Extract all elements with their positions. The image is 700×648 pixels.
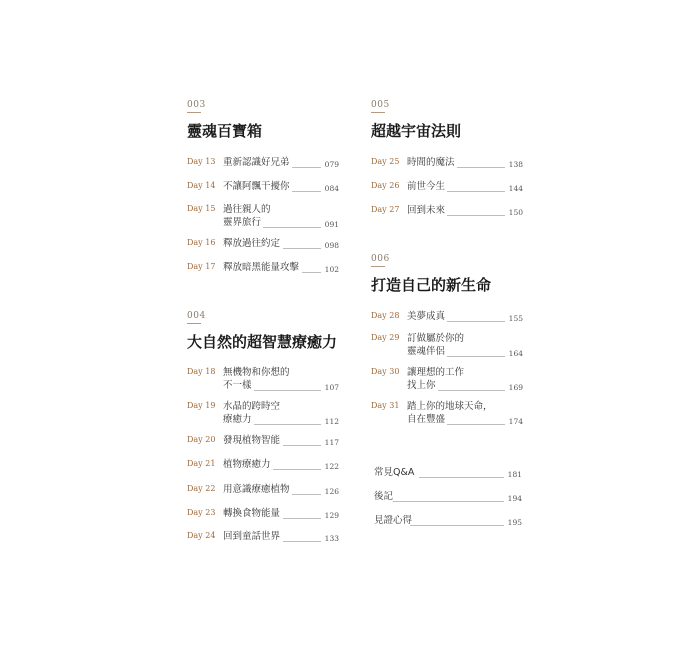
entry-page-number: 079 xyxy=(324,160,339,169)
entry-page-number: 133 xyxy=(324,534,339,543)
entry-page-number: 129 xyxy=(324,511,339,520)
entry-day-label: Day 23 xyxy=(187,508,216,517)
entry-page-number: 169 xyxy=(508,383,523,392)
section-title: 靈魂百寶箱 xyxy=(187,122,263,140)
leader-line xyxy=(254,390,321,391)
entry-day-label: Day 25 xyxy=(371,157,400,166)
entry-title: 用意識療癒植物 xyxy=(223,484,290,495)
toc-entry[interactable] xyxy=(371,311,523,324)
entry-title: 不一樣 xyxy=(223,380,252,391)
leader-line xyxy=(283,248,321,249)
entry-page-number: 195 xyxy=(507,518,522,527)
entry-title: 發現植物智能 xyxy=(223,435,281,446)
entry-day-label: Day 29 xyxy=(371,333,400,342)
leader-line xyxy=(283,445,321,446)
toc-section xyxy=(371,100,531,140)
section-number: 006 xyxy=(371,254,390,264)
leader-line xyxy=(263,227,321,228)
entry-page-number: 112 xyxy=(324,417,339,426)
entry-title: 自在豐盛 xyxy=(407,414,446,425)
section-number: 005 xyxy=(371,100,390,110)
entry-day-label: Day 30 xyxy=(371,367,400,376)
entry-page-number: 084 xyxy=(324,184,339,193)
toc-entry[interactable] xyxy=(371,157,523,170)
entry-title: 療癒力 xyxy=(223,414,252,425)
entry-page-number: 117 xyxy=(324,438,339,447)
entry-title: 踏上你的地球天命， xyxy=(407,401,493,412)
toc-entry[interactable] xyxy=(187,484,339,497)
leader-line xyxy=(254,424,321,425)
entry-title: 回到未來 xyxy=(407,205,446,216)
leader-line xyxy=(393,501,504,502)
entry-title: 回到童話世界 xyxy=(223,531,281,542)
toc-section xyxy=(187,311,347,351)
entry-day-label: Day 21 xyxy=(187,459,216,468)
entry-page-number: 122 xyxy=(324,462,339,471)
entry-page-number: 098 xyxy=(324,241,339,250)
entry-page-number: 091 xyxy=(324,220,339,229)
entry-page-number: 164 xyxy=(508,349,523,358)
entry-day-label: Day 18 xyxy=(187,367,216,376)
entry-page-number: 181 xyxy=(507,470,522,479)
leader-line xyxy=(302,272,321,273)
leader-line xyxy=(273,469,321,470)
entry-title: 見證心得 xyxy=(374,515,413,526)
section-number-underline xyxy=(371,266,385,267)
section-number-underline xyxy=(187,112,201,113)
toc-extra-entry[interactable] xyxy=(374,467,522,480)
toc-entry[interactable] xyxy=(187,401,339,427)
entry-day-label: Day 27 xyxy=(371,205,400,214)
toc-entry[interactable] xyxy=(187,181,339,194)
entry-title: 釋放暗黑能量攻擊 xyxy=(223,262,300,273)
section-number: 003 xyxy=(187,100,206,110)
leader-line xyxy=(438,390,505,391)
entry-day-label: Day 16 xyxy=(187,238,216,247)
entry-page-number: 126 xyxy=(324,487,339,496)
entry-title: 過往親人的 xyxy=(223,204,271,215)
entry-day-label: Day 22 xyxy=(187,484,216,493)
toc-entry[interactable] xyxy=(187,157,339,170)
entry-day-label: Day 26 xyxy=(371,181,400,190)
entry-title: 美夢成真 xyxy=(407,311,446,322)
entry-title: 釋放過往約定 xyxy=(223,238,281,249)
entry-page-number: 138 xyxy=(508,160,523,169)
entry-page-number: 150 xyxy=(508,208,523,217)
entry-title: 不讓阿飄干擾你 xyxy=(223,181,290,192)
entry-page-number: 107 xyxy=(324,383,339,392)
leader-line xyxy=(283,541,321,542)
entry-title: 後記 xyxy=(374,491,394,502)
toc-entry[interactable] xyxy=(187,204,339,230)
toc-section xyxy=(371,254,531,294)
entry-title: 找上你 xyxy=(407,380,436,391)
section-number: 004 xyxy=(187,311,206,321)
toc-entry[interactable] xyxy=(187,459,339,472)
toc-entry[interactable] xyxy=(187,367,339,393)
entry-page-number: 102 xyxy=(324,265,339,274)
leader-line xyxy=(447,321,505,322)
leader-line xyxy=(447,191,505,192)
entry-page-number: 144 xyxy=(508,184,523,193)
leader-line xyxy=(292,167,321,168)
leader-line xyxy=(457,167,505,168)
leader-line xyxy=(447,424,505,425)
entry-title: 水晶的跨時空 xyxy=(223,401,281,412)
entry-title: 訂做屬於你的 xyxy=(407,333,465,344)
toc-entry[interactable] xyxy=(187,238,339,251)
entry-day-label: Day 19 xyxy=(187,401,216,410)
entry-day-label: Day 14 xyxy=(187,181,216,190)
toc-entry[interactable] xyxy=(371,205,523,218)
leader-line xyxy=(283,518,321,519)
entry-day-label: Day 13 xyxy=(187,157,216,166)
entry-day-label: Day 17 xyxy=(187,262,216,271)
section-number-underline xyxy=(371,112,385,113)
entry-day-label: Day 31 xyxy=(371,401,400,410)
toc-entry[interactable] xyxy=(371,181,523,194)
toc-entry[interactable] xyxy=(187,531,339,544)
toc-entry[interactable] xyxy=(187,262,339,275)
toc-extra-entry[interactable] xyxy=(374,491,522,504)
leader-line xyxy=(292,494,321,495)
entry-day-label: Day 28 xyxy=(371,311,400,320)
toc-entry[interactable] xyxy=(371,367,523,393)
entry-title: 植物療癒力 xyxy=(223,459,271,470)
entry-title: 前世今生 xyxy=(407,181,446,192)
leader-line xyxy=(447,356,505,357)
entry-title: 常見Q&A xyxy=(374,467,415,478)
entry-page-number: 174 xyxy=(508,417,523,426)
toc-extra-entry[interactable] xyxy=(374,515,522,528)
leader-line xyxy=(447,215,505,216)
leader-line xyxy=(419,477,505,478)
section-number-underline xyxy=(187,323,201,324)
entry-page-number: 194 xyxy=(507,494,522,503)
toc-entry[interactable] xyxy=(371,401,523,427)
section-title: 打造自己的新生命 xyxy=(371,276,492,294)
leader-line xyxy=(410,525,504,526)
entry-title: 轉換食物能量 xyxy=(223,508,281,519)
section-title: 超越宇宙法則 xyxy=(371,122,462,140)
entry-title: 讓理想的工作 xyxy=(407,367,465,378)
entry-day-label: Day 15 xyxy=(187,204,216,213)
entry-title: 重新認識好兄弟 xyxy=(223,157,290,168)
entry-page-number: 155 xyxy=(508,314,523,323)
toc-entry[interactable] xyxy=(187,435,339,448)
toc-section xyxy=(187,100,347,140)
toc-entry[interactable] xyxy=(371,333,523,359)
toc-entry[interactable] xyxy=(187,508,339,521)
leader-line xyxy=(292,191,321,192)
entry-title: 靈界旅行 xyxy=(223,217,262,228)
entry-title: 時間的魔法 xyxy=(407,157,455,168)
entry-title: 無機物和你想的 xyxy=(223,367,290,378)
entry-day-label: Day 20 xyxy=(187,435,216,444)
section-title: 大自然的超智慧療癒力 xyxy=(187,333,338,351)
entry-title: 靈魂伴侶 xyxy=(407,346,446,357)
entry-day-label: Day 24 xyxy=(187,531,216,540)
